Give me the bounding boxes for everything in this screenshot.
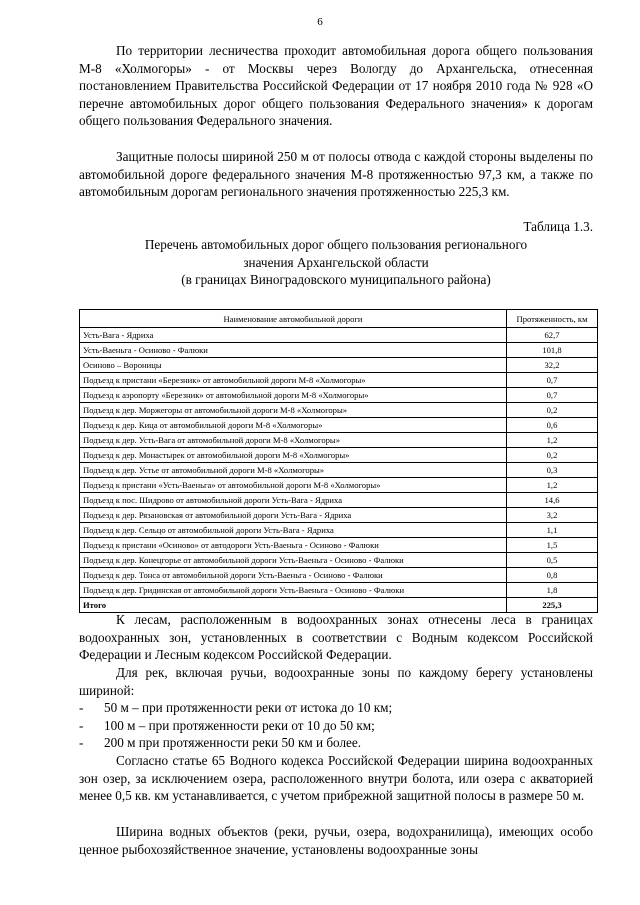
table-title (79, 236, 593, 289)
road-name-cell: Подъезд к аэропорту «Березник» от автомобильной дороги М-8 «Холмогоры» (80, 388, 507, 403)
road-name-cell: Подъезд к пристани «Осиново» от автодороги Усть-Ваеньга - Осиново - Фалюки (80, 538, 507, 553)
road-length-cell: 3,2 (507, 508, 598, 523)
road-name-cell: Осиново – Вороницы (80, 358, 507, 373)
road-name-cell: Подъезд к пос. Шидрово от автомобильной дороги Усть-Вага - Ядриха (80, 493, 507, 508)
table-row (80, 568, 598, 583)
table-row (80, 463, 598, 478)
road-name-cell: Подъезд к дер. Рязановская от автомобильной дороги Усть-Вага - Ядриха (80, 508, 507, 523)
road-length-cell: 0,3 (507, 463, 598, 478)
road-length-cell: 0,6 (507, 418, 598, 433)
list-dash: - (79, 735, 84, 751)
table-row (80, 433, 598, 448)
road-length-cell: 101,8 (507, 343, 598, 358)
table-row (80, 523, 598, 538)
road-length-cell: 0,2 (507, 448, 598, 463)
road-name-cell: Подъезд к дер. Конецгорье от автомобильной дороги Усть-Ваеньга - Осиново - Фалюки (80, 553, 507, 568)
paragraph-protective-strips: Защитные полосы шириной 250 м от полосы отвода с каждой стороны выделены по автомобильной дороге федерального значения М-8 протяженностью 97,3 км, а также по автомобильным дорогам регионального значения протяженностью 225,3 км. (79, 149, 593, 200)
list-item (79, 699, 593, 717)
road-name-cell: Усть-Ваеньга - Осиново - Фалюки (80, 343, 507, 358)
paragraph-water-protection: К лесам, расположенным в водоохранных зонах отнесены леса в границах водоохранных зон, установленных в соответствии с Водным кодексом Российской Федерации и Лесным кодексом Российской Федерации. (79, 612, 593, 663)
road-name-cell: Подъезд к дер. Гридинская от автомобильной дороги Усть-Ваеньга - Осиново - Фалюки (80, 583, 507, 598)
roads-table-body (80, 328, 598, 613)
list-item-text: 50 м – при протяженности реки от истока до 10 км; (104, 700, 393, 715)
list-item (79, 734, 593, 752)
table-row (80, 448, 598, 463)
page-number: 6 (317, 16, 323, 28)
road-length-cell: 14,6 (507, 493, 598, 508)
table-row (80, 403, 598, 418)
list-item-text: 100 м – при протяженности реки от 10 до 50 км; (104, 717, 375, 733)
road-name-cell: Подъезд к дер. Тонса от автомобильной дороги Усть-Ваеньга - Осиново - Фалюки (80, 568, 507, 583)
list-item (79, 717, 593, 735)
total-length-cell: 225,3 (507, 598, 598, 613)
table-row (80, 343, 598, 358)
road-name-cell: Усть-Вага - Ядриха (80, 328, 507, 343)
road-length-cell: 0,7 (507, 388, 598, 403)
paragraph-lakes: Согласно статье 65 Водного кодекса Российской Федерации ширина водоохранных зон озер, за исключением озера, расположенного внутри болота, или озера с акваторией менее 0,5 кв. км устанавливается, с учетом прибрежной защитной полосы в размере 50 м. (79, 753, 593, 804)
list-dash: - (79, 700, 84, 715)
table-title-line: значения Архангельской области (243, 254, 429, 270)
road-name-cell: Подъезд к пристани «Усть-Ваеньга» от автомобильной дороги М-8 «Холмогоры» (80, 478, 507, 493)
road-name-cell: Подъезд к дер. Кица от автомобильной дороги М-8 «Холмогоры» (80, 418, 507, 433)
table-title-line: Перечень автомобильных дорог общего пользования регионального (144, 237, 528, 252)
road-length-cell: 1,2 (507, 433, 598, 448)
road-length-cell: 0,7 (507, 373, 598, 388)
table-header-row (80, 310, 598, 328)
paragraph-rivers: Для рек, включая ручьи, водоохранные зоны по каждому берегу установлены шириной: (79, 665, 593, 698)
table-row (80, 418, 598, 433)
road-length-cell: 32,2 (507, 358, 598, 373)
table-title-line: (в границах Виноградовского муниципального района) (181, 272, 491, 288)
table-row (80, 553, 598, 568)
table-row (80, 583, 598, 598)
table-row (80, 538, 598, 553)
table-caption: Таблица 1.3. (523, 219, 593, 234)
road-name-cell: Подъезд к дер. Устье от автомобильной дороги М-8 «Холмогоры» (80, 463, 507, 478)
road-length-cell: 1,8 (507, 583, 598, 598)
table-row (80, 388, 598, 403)
total-label-cell: Итого (80, 598, 507, 613)
road-name-cell: Подъезд к дер. Сельцо от автомобильной дороги Усть-Вага - Ядриха (80, 523, 507, 538)
list-dash: - (79, 717, 84, 733)
table-row (80, 373, 598, 388)
roads-table (79, 309, 598, 613)
road-name-cell: Подъезд к дер. Моржегоры от автомобильной дороги М-8 «Холмогоры» (80, 403, 507, 418)
road-length-cell: 1,2 (507, 478, 598, 493)
table-row (80, 358, 598, 373)
road-length-cell: 0,5 (507, 553, 598, 568)
list-item-text: 200 м при протяженности реки 50 км и более. (104, 735, 362, 751)
road-length-cell: 0,8 (507, 568, 598, 583)
paragraph-road-m8: По территории лесничества проходит автомобильная дорога общего пользования М-8 «Холмогоры» - от Москвы через Вологду до Архангельска, отнесенная постановлением Правительства Российской Федерации от 17 ноября 2010 года № 928 «О перечне автомобильных дорог общего пользования Федерального значения» к дорогам общего пользования Федерального значения. (79, 43, 593, 129)
road-length-cell: 0,2 (507, 403, 598, 418)
header-road-name: Наименование автомобильной дороги (80, 310, 507, 328)
header-length: Протяженность, км (507, 310, 598, 328)
road-name-cell: Подъезд к дер. Монастырек от автомобильной дороги М-8 «Холмогоры» (80, 448, 507, 463)
table-row (80, 328, 598, 343)
width-list (79, 699, 593, 752)
road-name-cell: Подъезд к пристани «Березник» от автомобильной дороги М-8 «Холмогоры» (80, 373, 507, 388)
table-row (80, 493, 598, 508)
paragraph-fishery: Ширина водных объектов (реки, ручьи, озера, водохранилища), имеющих особо ценное рыбохозяйственное значение, установлены водоохранные зоны (79, 824, 593, 857)
road-name-cell: Подъезд к дер. Усть-Вага от автомобильной дороги М-8 «Холмогоры» (80, 433, 507, 448)
road-length-cell: 1,5 (507, 538, 598, 553)
table-row (80, 508, 598, 523)
road-length-cell: 62,7 (507, 328, 598, 343)
road-length-cell: 1,1 (507, 523, 598, 538)
table-row (80, 478, 598, 493)
